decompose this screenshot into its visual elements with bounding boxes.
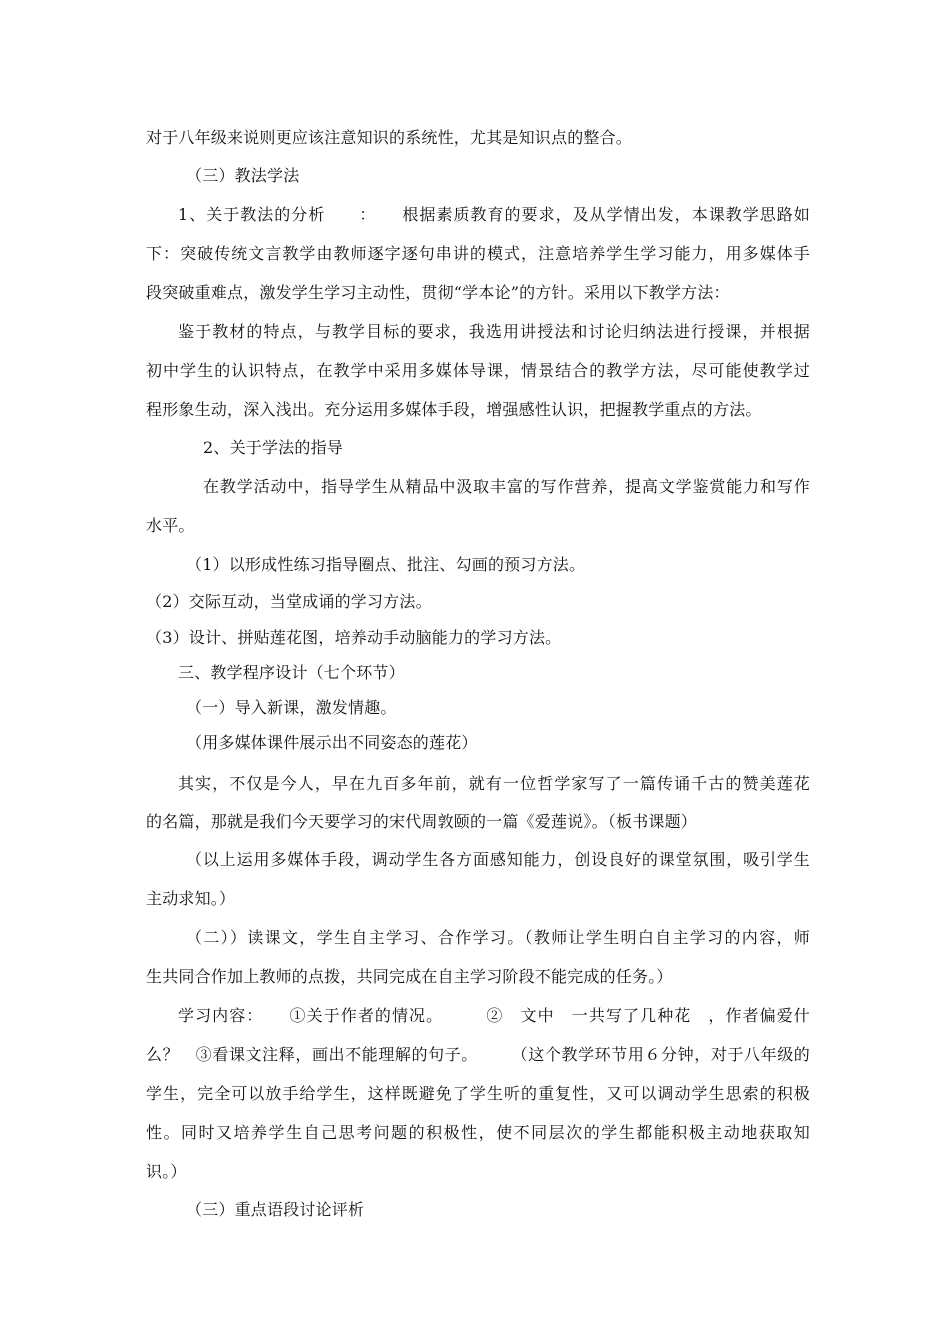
section-heading: （一）导入新课，激发情趣。 <box>186 698 397 717</box>
text-line: 1、关于教法的分析 ： 根据素质教育的要求，及从学情出发，本课教学思路如 <box>178 205 810 224</box>
text-line: 水平。 <box>146 516 195 535</box>
text-line: （用多媒体课件展示出不同姿态的莲花） <box>186 733 478 752</box>
text-line: 的名篇，那就是我们今天要学习的宋代周敦颐的一篇《爱莲说》。（板书课题） <box>146 812 698 831</box>
section-heading: （三）重点语段讨论评析 <box>186 1200 365 1219</box>
text-line: 其实，不仅是今人，早在九百多年前，就有一位哲学家写了一篇传诵千古的赞美莲花 <box>178 774 810 793</box>
text-line: （以上运用多媒体手段，调动学生各方面感知能力，创设良好的课堂氛围，吸引学生 <box>186 850 810 869</box>
text-line: 主动求知。） <box>146 889 236 908</box>
text-line: 性。同时又培养学生自己思考问题的积极性，使不同层次的学生都能积极主动地获取知 <box>146 1123 810 1142</box>
text-line: 学习内容： ①关于作者的情况。 ② 文中 一共写了几种花 ，作者偏爱什 <box>178 1006 810 1025</box>
text-line: 在教学活动中，指导学生从精品中汲取丰富的写作营养，提高文学鉴赏能力和写作 <box>203 477 810 496</box>
text-line: 程形象生动，深入浅出。充分运用多媒体手段，增强感性认识，把握教学重点的方法。 <box>146 400 762 419</box>
text-line: 对于八年级来说则更应该注意知识的系统性，尤其是知识点的整合。 <box>146 128 633 147</box>
section-heading: 三、教学程序设计（七个环节） <box>178 663 405 682</box>
text-line: 么？ ③看课文注释，画出不能理解的句子。 （这个教学环节用６分钟，对于八年级的 <box>146 1045 810 1064</box>
text-line: 学生，完全可以放手给学生，这样既避免了学生听的重复性，又可以调动学生思索的积极 <box>146 1084 810 1103</box>
text-line: 下：突破传统文言教学由教师逐字逐句串讲的模式，注意培养学生学习能力，用多媒体手 <box>146 244 810 263</box>
text-line: （二））读课文，学生自主学习、合作学习。（教师让学生明白自主学习的内容，师 <box>186 928 810 947</box>
text-line: 初中学生的认识特点，在教学中采用多媒体导课，情景结合的教学方法，尽可能使教学过 <box>146 361 810 380</box>
list-item: （2）交际互动，当堂成诵的学习方法。 <box>146 592 432 611</box>
section-heading: （三）教法学法 <box>186 166 300 185</box>
text-line: 鉴于教材的特点，与教学目标的要求，我选用讲授法和讨论归纳法进行授课，并根据 <box>178 322 810 341</box>
section-heading: 2、关于学法的指导 <box>203 438 343 457</box>
list-item: （1）以形成性练习指导圈点、批注、勾画的预习方法。 <box>186 555 586 574</box>
text-line: 识。） <box>146 1162 187 1181</box>
text-line: 段突破重难点，激发学生学习主动性，贯彻“学本论”的方针。采用以下教学方法： <box>146 283 730 302</box>
list-item: （3）设计、拼贴莲花图，培养动手动脑能力的学习方法。 <box>146 628 562 647</box>
text-line: 生共同合作加上教师的点拨，共同完成在自主学习阶段不能完成的任务。） <box>146 967 673 986</box>
